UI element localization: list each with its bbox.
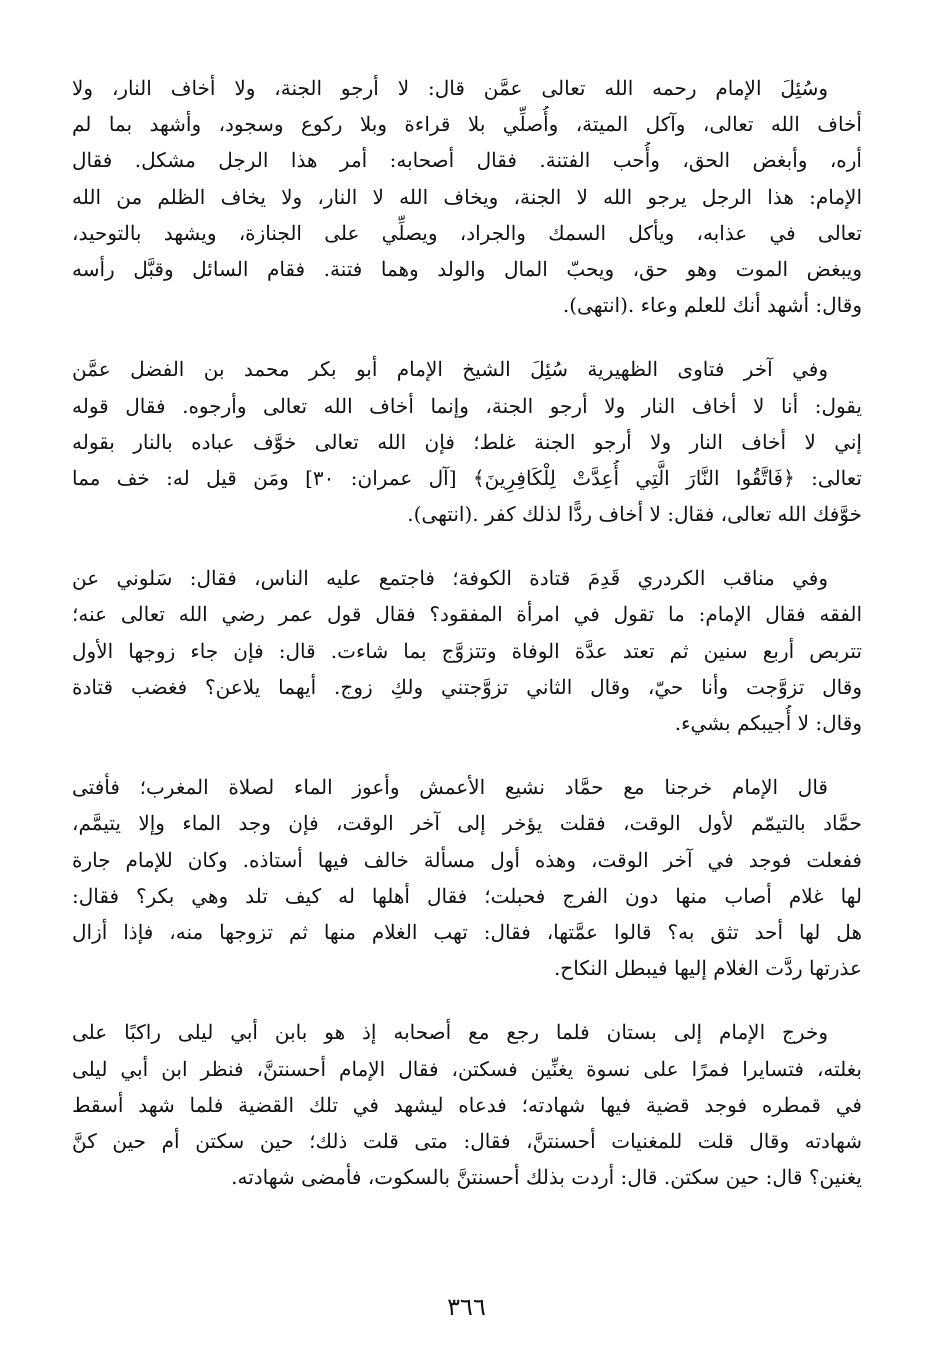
text-line: إني لا أخاف النار ولا أرجو الجنة غلط؛ فإن الله تعالى خوَّف عباده بالنار بقوله	[72, 429, 862, 454]
text-line: الفقه فقال الإمام: ما تقول في امرأة المفقود؟ فقال قول عمر رضي الله تعالى عنه؛	[72, 602, 862, 627]
text-line: لها غلام أصاب منها دون الفرج فحبلت؛ فقال أهلها له كيف تلد وهي بكر؟ فقال:	[72, 883, 862, 908]
page-body	[72, 70, 862, 1300]
text-line: شهادته وقال قلت للمغنيات أحسنتنَّ، فقال: متى قلت ذلك؛ حين سكتن أم حين كنَّ	[72, 1128, 862, 1153]
text-line: تعالى في عذابه، ويأكل السمك والجراد، ويصلِّي على الجنازة، ويشهد بالتوحيد،	[72, 220, 862, 245]
text-line: حمَّاد بالتيمّم لأول الوقت، فقلت يؤخر إلى آخر الوقت، فإن وجد الماء وإلا يتيمَّم،	[72, 811, 862, 836]
text-line: ويبغض الموت وهو حق، ويحبّ المال والولد وهما فتنة. فقام السائل وقبَّل رأسه	[72, 256, 862, 281]
paragraph-1	[72, 70, 862, 323]
text-line: وقال تزوَّجت وأنا حيّ، وقال الثاني تزوَّجتني ولكِ زوج. أيهما يلاعن؟ فغضب قتادة	[72, 674, 862, 699]
text-line: خوَّفك الله تعالى، فقال: لا أخاف ردًّا لذلك كفر .(انتهى).	[407, 502, 862, 527]
text-line: يقول: أنا لا أخاف النار ولا أرجو الجنة، وإنما أخاف الله تعالى وأرجوه. فقال قوله	[72, 393, 862, 418]
text-line: أره، وأبغض الحق، وأُحب الفتنة. فقال أصحابه: أمر هذا الرجل مشكل. فقال	[72, 148, 862, 173]
paragraph-5	[72, 1014, 862, 1195]
text-line: وقال: أشهد أنك للعلم وعاء .(انتهى).	[562, 293, 862, 318]
text-line: قال الإمام خرجنا مع حمَّاد نشيع الأعمش وأعوز الماء لصلاة المغرب؛ فأفتى	[72, 775, 828, 800]
paragraph-2	[72, 351, 862, 532]
text-line: يغنين؟ قال: حين سكتن. قال: أردت بذلك أحسنتنَّ بالسكوت، فأمضى شهادته.	[231, 1165, 862, 1190]
text-line: وفي آخر فتاوى الظهيرية سُئِلَ الشيخ الإمام أبو بكر محمد بن الفضل عمَّن	[72, 357, 828, 382]
paragraph-4	[72, 769, 862, 986]
text-line: أخاف الله تعالى، وآكل الميتة، وأُصلِّي بلا قراءة وبلا ركوع وسجود، وأشهد بما لم	[72, 112, 862, 137]
paragraph-3	[72, 560, 862, 741]
text-line: بغلته، فتسايرا فمرًا على نسوة يغنِّين فسكتن، فقال الإمام أحسنتنَّ، فنظر ابن أبي ليلى	[72, 1056, 862, 1081]
text-line: في قمطره فوجد قضية فيها شهادته؛ فدعاه ليشهد في تلك القضية فلما شهد أسقط	[72, 1092, 862, 1117]
text-line: وخرج الإمام إلى بستان فلما رجع مع أصحابه إذ هو بابن أبي ليلى راكبًا على	[72, 1020, 828, 1045]
text-line: وفي مناقب الكردري قَدِمَ قتادة الكوفة؛ فاجتمع عليه الناس، فقال: سَلوني عن	[72, 566, 828, 591]
text-line: وسُئِلَ الإمام رحمه الله تعالى عمَّن قال: لا أرجو الجنة، ولا أخاف النار، ولا	[72, 76, 828, 100]
text-line: الإمام: هذا الرجل يرجو الله لا الجنة، ويخاف الله لا النار، ولا يخاف الظلم من الله	[72, 184, 862, 209]
text-line: تتربص أربع سنين ثم تعتد عدَّة الوفاة وتتزوَّج بما شاءت. قال: فإن جاء زوجها الأول	[72, 638, 862, 663]
page-number: ٣٦٦	[447, 1293, 486, 1321]
text-line: وقال: لا أُجيبكم بشيء.	[674, 711, 862, 735]
text-line: تعالى: ﴿فَاتَّقُوا النَّارَ الَّتِي أُعِدَّتْ لِلْكَافِرِينَ﴾ [آل عمران: ٣٠] ومَن قيل له: خف مما	[72, 465, 862, 490]
text-line: هل لها أحد تثق به؟ قالوا عمَّتها، فقال: تهب الغلام منها ثم تزوجها منه، فإذا أزال	[72, 919, 862, 944]
text-line: ففعلت فوجد في آخر الوقت، وهذه أول مسألة خالف فيها أستاذه. وكان للإمام جارة	[72, 847, 862, 872]
text-line: عذرتها ردَّت الغلام إليها فيبطل النكاح.	[553, 956, 862, 981]
